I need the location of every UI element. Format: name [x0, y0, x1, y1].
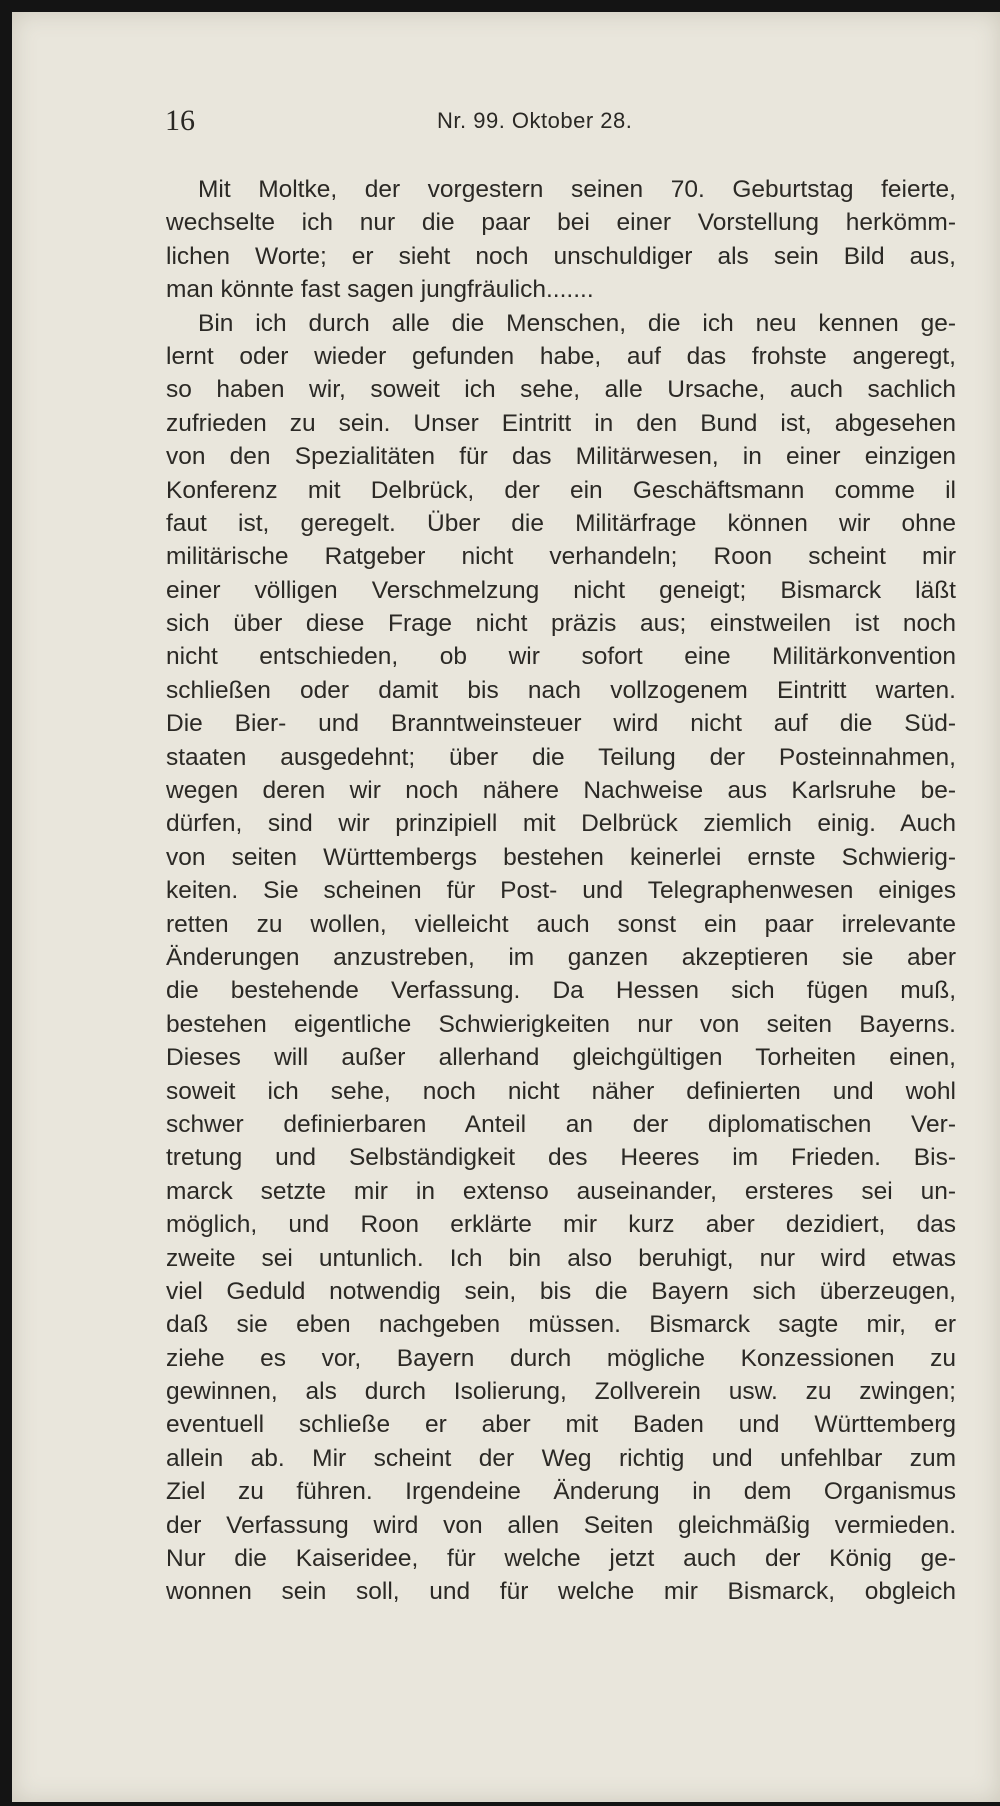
book-page — [12, 12, 1000, 1802]
text-line: Bin ich durch alle die Menschen, die ich neu kennen ge- — [198, 309, 956, 337]
text-line: Konferenz mit Delbrück, der ein Geschäftsmann comme il — [166, 476, 956, 504]
text-line: die bestehende Verfassung. Da Hessen sich fügen muß, — [166, 977, 956, 1005]
text-line: ziehe es vor, Bayern durch mögliche Konzessionen zu — [166, 1344, 956, 1372]
text-line: wegen deren wir noch nähere Nachweise aus Karlsruhe be- — [166, 777, 956, 805]
text-line: eventuell schließe er aber mit Baden und Württemberg — [166, 1411, 956, 1439]
text-line: dürfen, sind wir prinzipiell mit Delbrück ziemlich einig. Auch — [166, 810, 956, 838]
text-line: retten zu wollen, vielleicht auch sonst ein paar irrelevante — [166, 910, 956, 938]
text-line: zufrieden zu sein. Unser Eintritt in den Bund ist, abgesehen — [166, 409, 956, 437]
issue-date: Nr. 99. Oktober 28. — [437, 108, 633, 133]
text-line: staaten ausgedehnt; über die Teilung der Posteinnahmen, — [166, 743, 956, 771]
text-line: lernt oder wieder gefunden habe, auf das frohste angeregt, — [166, 342, 956, 370]
text-line: möglich, und Roon erklärte mir kurz aber dezidiert, das — [166, 1211, 956, 1239]
text-line: sich über diese Frage nicht präzis aus; einstweilen ist noch — [166, 610, 956, 638]
body-text — [166, 173, 956, 1609]
text-line: daß sie eben nachgeben müssen. Bismarck sagte mir, er — [166, 1311, 956, 1339]
text-line: bestehen eigentliche Schwierigkeiten nur von seiten Bayerns. — [166, 1010, 956, 1038]
text-line: einer völligen Verschmelzung nicht geneigt; Bismarck läßt — [166, 576, 956, 604]
text-line: von den Spezialitäten für das Militärwesen, in einer einzigen — [166, 443, 956, 471]
text-line: Nur die Kaiseridee, für welche jetzt auch der König ge- — [166, 1545, 956, 1573]
text-line: von seiten Württembergs bestehen keinerlei ernste Schwierig- — [166, 843, 956, 871]
text-line: marck setzte mir in extenso auseinander, ersteres sei un- — [166, 1177, 956, 1205]
text-line: gewinnen, als durch Isolierung, Zollverein usw. zu zwingen; — [166, 1378, 956, 1406]
text-line: nicht entschieden, ob wir sofort eine Militärkonvention — [166, 643, 956, 671]
text-line: der Verfassung wird von allen Seiten gleichmäßig vermieden. — [166, 1511, 956, 1539]
text-line: Änderungen anzustreben, im ganzen akzeptieren sie aber — [166, 943, 956, 971]
text-line: tretung und Selbständigkeit des Heeres im Frieden. Bis- — [166, 1144, 956, 1172]
text-line: wonnen sein soll, und für welche mir Bismarck, obgleich — [166, 1578, 956, 1606]
text-line: Dieses will außer allerhand gleichgültigen Torheiten einen, — [166, 1044, 956, 1072]
text-line: viel Geduld notwendig sein, bis die Bayern sich überzeugen, — [166, 1277, 956, 1305]
text-line: lichen Worte; er sieht noch unschuldiger als sein Bild aus, — [166, 242, 956, 270]
text-line: schließen oder damit bis nach vollzogenem Eintritt warten. — [166, 676, 956, 704]
text-line: so haben wir, soweit ich sehe, alle Ursache, auch sachlich — [166, 376, 956, 404]
text-line: wechselte ich nur die paar bei einer Vorstellung herkömm- — [166, 209, 956, 237]
running-head — [165, 104, 955, 148]
page-number: 16 — [165, 104, 195, 137]
text-line: allein ab. Mir scheint der Weg richtig und unfehlbar zum — [166, 1444, 956, 1472]
text-line: man könnte fast sagen jungfräulich....... — [166, 276, 594, 304]
text-line: Die Bier- und Branntweinsteuer wird nicht auf die Süd- — [166, 710, 956, 738]
text-line: schwer definierbaren Anteil an der diplomatischen Ver- — [166, 1110, 956, 1138]
text-line: keiten. Sie scheinen für Post- und Telegraphenwesen einiges — [166, 877, 956, 905]
text-line: Ziel zu führen. Irgendeine Änderung in dem Organismus — [166, 1478, 956, 1506]
text-line: Mit Moltke, der vorgestern seinen 70. Geburtstag feierte, — [198, 176, 956, 203]
text-line: faut ist, geregelt. Über die Militärfrage können wir ohne — [166, 509, 956, 537]
text-line: militärische Ratgeber nicht verhandeln; Roon scheint mir — [166, 543, 956, 571]
text-line: soweit ich sehe, noch nicht näher definierten und wohl — [166, 1077, 956, 1105]
text-line: zweite sei untunlich. Ich bin also beruhigt, nur wird etwas — [166, 1244, 956, 1272]
